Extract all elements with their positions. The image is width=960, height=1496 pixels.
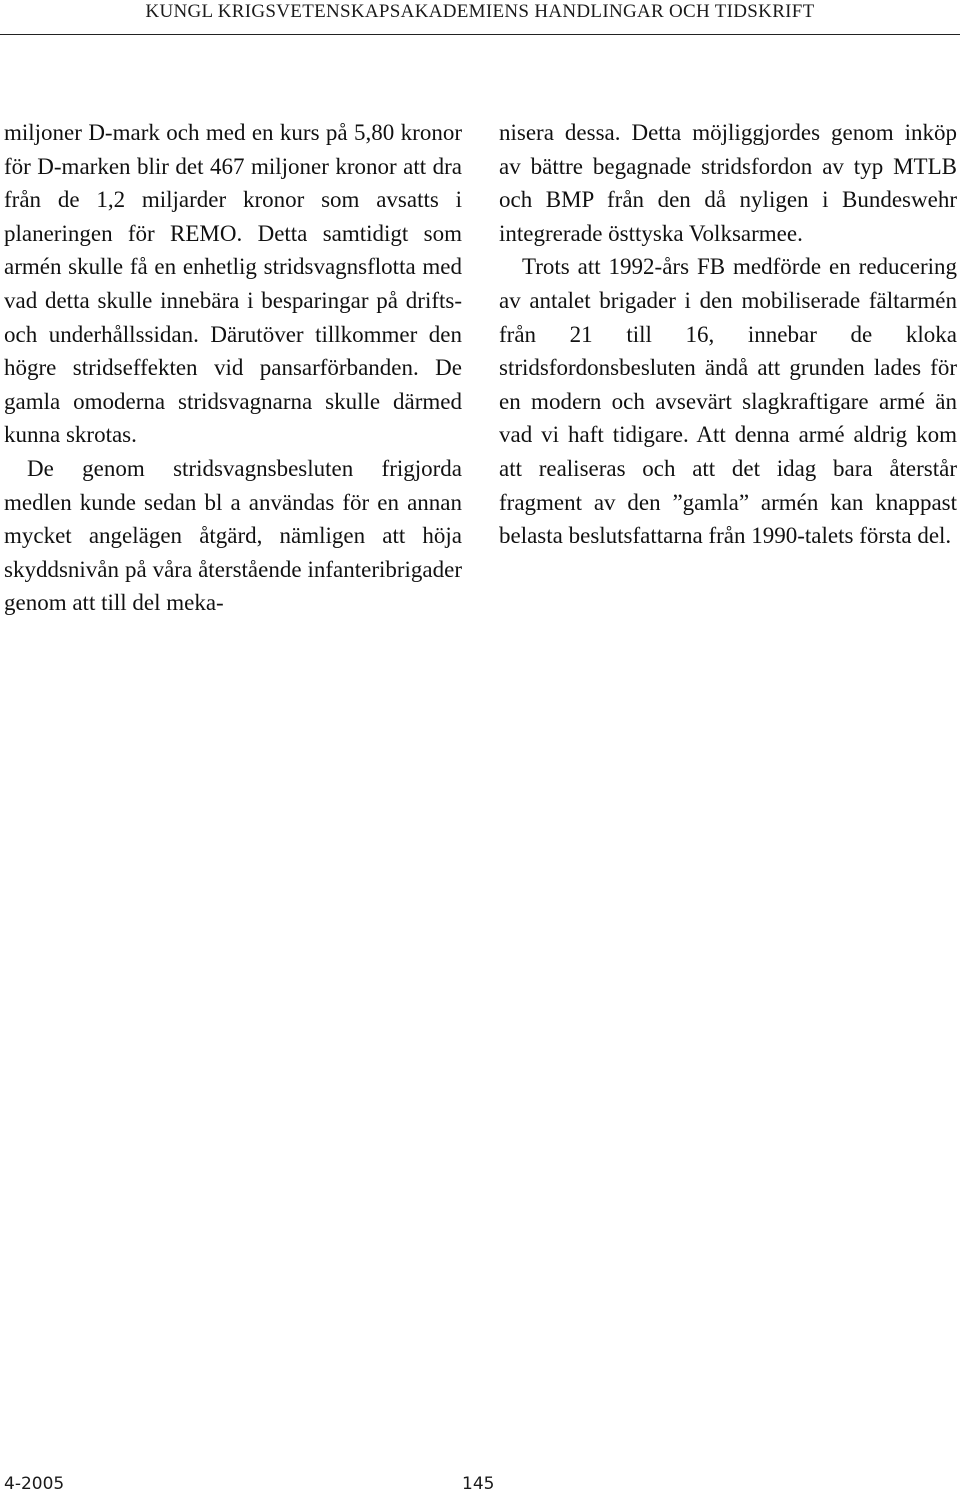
paragraph: nisera dessa. Detta möjliggjordes genom inköp av bättre begagnade stridsfordon av typ MTLB och BMP från den då nyligen i Bundeswehr integrerade östtyska Volksarmee.: [499, 120, 957, 246]
issue-number: 4-2005: [4, 1474, 65, 1494]
header-rule: [0, 34, 960, 35]
paragraph: De genom stridsvagnsbesluten frigjorda medlen kunde sedan bl a användas för en annan mycket angelägen åtgärd, nämligen att höja skyddsnivån på våra återstående infanteribrigader genom att till del meka-: [4, 455, 462, 616]
running-header: KUNGL KRIGSVETENSKAPSAKADEMIENS HANDLINGAR OCH TIDSKRIFT: [145, 1, 815, 22]
paragraph: Trots att 1992-års FB medförde en reducering av antalet brigader i den mobiliserade fältarmén från 21 till 16, innebar de kloka stridsfordonsbesluten ändå att grunden lades för en modern och avsevärt slagkraftigare armé än vad vi haft tidigare. Att denna armé aldrig kom att realiseras och att det idag bara återstår fragment av den ”gamla” armén kan knappast belasta beslutsfattarna från 1990-talets första del.: [499, 254, 957, 549]
left-column: [4, 116, 462, 620]
page-number: 145: [462, 1474, 495, 1494]
paragraph: miljoner D-mark och med en kurs på 5,80 kronor för D-marken blir det 467 miljoner kronor att dra från de 1,2 miljarder kronor som avsatts i planeringen för REMO. Detta samtidigt som armén skulle få en enhetlig stridsvagnsflotta med vad detta skulle innebära i besparingar på drifts- och underhållssidan. Därutöver tillkommer den högre stridseffekten vid pansarförbanden. De gamla omoderna stridsvagnarna skulle därmed kunna skrotas.: [4, 120, 462, 448]
right-column: [499, 116, 957, 553]
